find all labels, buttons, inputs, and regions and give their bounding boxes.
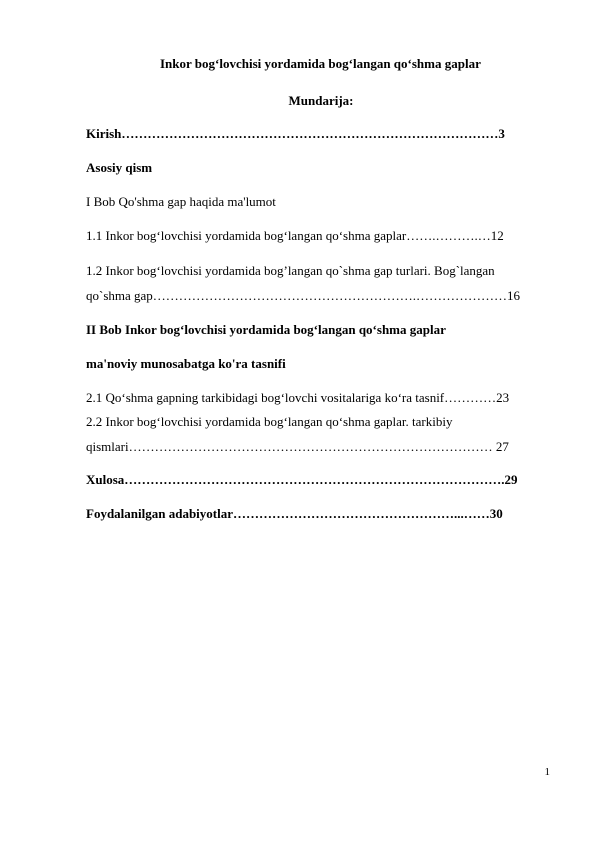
toc-entry-1-1: 1.1 Inkor bog‘lovchisi yordamida bog‘langan qo‘shma gaplar…….……….…12	[86, 228, 504, 243]
contents-heading: Mundarija:	[288, 93, 354, 108]
toc-entry-1-2-line-1: 1.2 Inkor bog‘lovchisi yordamida bog’langan qo`shma gap turlari. Bog`langan	[86, 263, 495, 278]
page-number: 1	[544, 766, 550, 778]
document-title: Inkor bog‘lovchisi yordamida bog‘langan qo‘shma gaplar	[160, 56, 481, 71]
toc-entry-adabiyotlar: Foydalanilgan adabiyotlar……………………………………………...……30	[86, 506, 503, 521]
toc-entry-kirish: Kirish……………………………………………………………………………3	[86, 126, 505, 141]
toc-entry-1-2-line-2: qo`shma gap…………………………………………………….…………………16	[86, 288, 521, 303]
toc-entry-chapter-2-line-2: ma'noviy munosabatga ko'ra tasnifi	[86, 356, 286, 371]
toc-entry-chapter-1: I Bob Qo'shma gap haqida ma'lumot	[86, 194, 276, 209]
toc-entry-chapter-2-line-1: II Bob Inkor bog‘lovchisi yordamida bog‘langan qo‘shma gaplar	[86, 322, 446, 337]
toc-entry-2-2-line-2: qismlari………………………………………………………………………… 27	[86, 439, 509, 454]
toc-entry-2-2-line-1: 2.2 Inkor bog‘lovchisi yordamida bog‘langan qo‘shma gaplar. tarkibiy	[86, 414, 453, 429]
toc-entry-asosiy-qism: Asosiy qism	[86, 160, 153, 175]
toc-entry-xulosa: Xulosa…………………………………………………………………………….29	[86, 472, 518, 487]
toc-entry-2-1: 2.1 Qo‘shma gapning tarkibidagi bog‘lovchi vositalariga ko‘ra tasnif…………23	[86, 390, 510, 405]
